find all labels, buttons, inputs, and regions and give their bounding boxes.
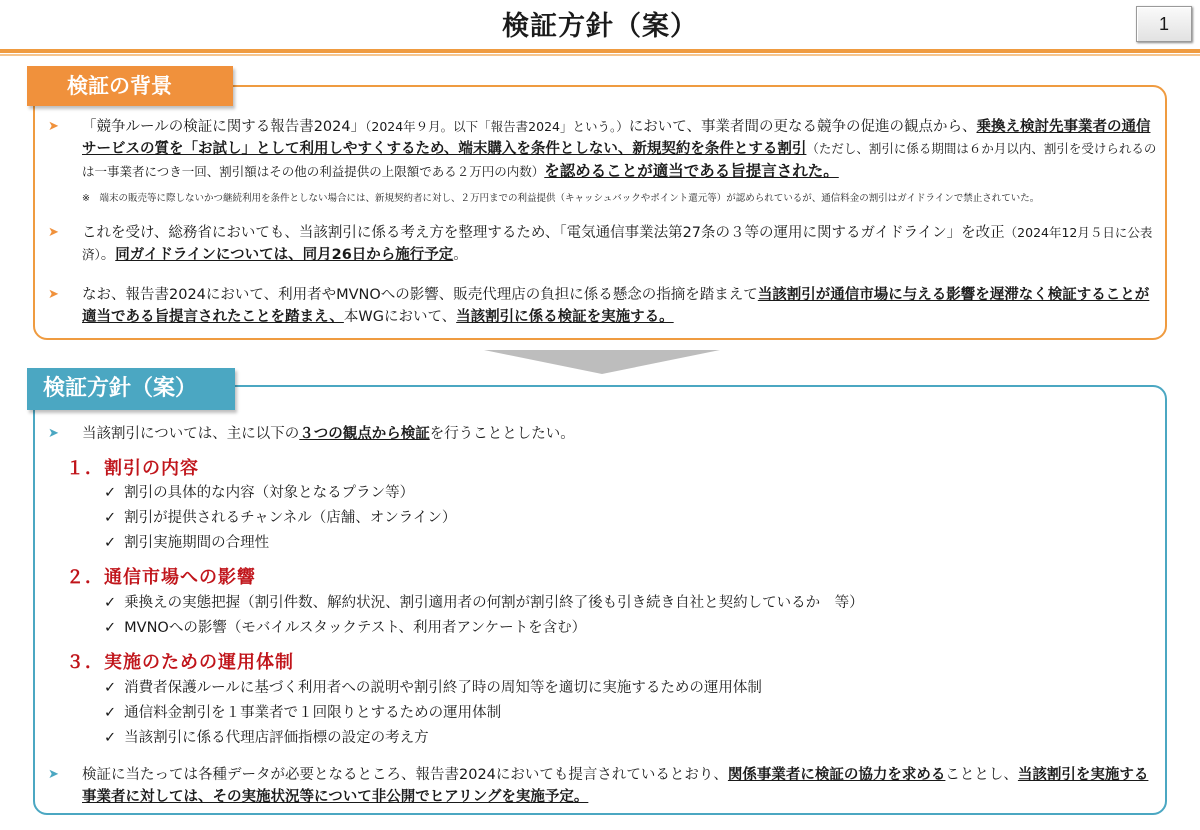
policy-intro	[48, 423, 1158, 445]
checklist-item	[104, 592, 864, 614]
emphasis-text: を認めることが適当である旨提言された。	[544, 162, 839, 180]
check-icon: ✓	[104, 620, 117, 636]
policy-closing	[48, 764, 1158, 808]
checklist-item	[104, 727, 429, 749]
bullet-text	[48, 423, 1158, 445]
check-icon: ✓	[104, 485, 117, 501]
text-segment: （ただし、割引に係る期間は６か月以内、割引を受けられるのは一事業者につき一回、割引額はその他の利益提供の上限額である２万円の内数）	[82, 141, 1157, 179]
text-segment: （2024年12月５日に公表済）	[82, 225, 1153, 262]
checklist-item	[104, 507, 456, 529]
text-segment: において、事業者間の更なる競争の促進の観点から、	[628, 119, 977, 135]
arrow-bullet-icon: ➤	[48, 426, 59, 441]
check-icon: ✓	[104, 680, 117, 696]
check-icon: ✓	[104, 730, 117, 746]
checklist-text: 乗換えの実態把握（割引件数、解約状況、割引適用者の何割が割引終了後も引き続き自社と契約しているか 等）	[124, 595, 864, 611]
text-segment: 本WGにおいて、	[343, 309, 457, 325]
text-segment: 。	[453, 247, 468, 263]
bullet-text	[48, 284, 1158, 328]
text-segment: これを受け、総務省においても、当該割引に係る考え方を整理するため、「電気通信事業法第27条の３等の運用に関するガイドライン」を改正	[82, 225, 1005, 241]
background-bullet-3	[48, 284, 1158, 328]
viewpoint-heading-2: ２．通信市場への影響	[66, 567, 256, 588]
background-note: ※ 端末の販売等に際しないかつ継続利用を条件としない場合には、新規契約者に対し、２万円までの利益提供（キャッシュバックやポイント還元等）が認められているが、通信料金の割引はガイドラインで禁止されていた。	[82, 193, 1040, 204]
checklist-text: 通信料金割引を１事業者で１回限りとするための運用体制	[124, 705, 502, 721]
arrow-bullet-icon: ➤	[48, 225, 59, 240]
emphasis-text: ３つの観点から検証	[299, 426, 430, 442]
text-segment: 検証に当たっては各種データが必要となるところ、報告書2024においても提言されているとおり、	[82, 767, 728, 783]
arrow-bullet-icon: ➤	[48, 767, 59, 782]
text-segment: を行うこととしたい。	[429, 426, 575, 442]
text-segment: 。	[100, 247, 116, 263]
viewpoint-heading-3: ３．実施のための運用体制	[66, 652, 294, 673]
text-segment: こととし、	[945, 767, 1018, 783]
checklist-item	[104, 702, 501, 724]
check-icon: ✓	[104, 535, 117, 551]
background-section-label: 検証の背景	[27, 66, 233, 106]
checklist-item	[104, 677, 762, 699]
viewpoint-heading-1: １．割引の内容	[66, 458, 199, 479]
text-segment: （2024年９月。以下「報告書2024」という。）	[365, 119, 629, 134]
checklist-text: MVNOへの影響（モバイルスタックテスト、利用者アンケートを含む）	[124, 620, 587, 636]
bullet-text	[48, 764, 1158, 808]
text-segment: 当該割引については、主に以下の	[82, 426, 300, 442]
emphasis-text: 関係事業者に検証の協力を求める	[727, 767, 946, 783]
checklist-item	[104, 482, 414, 504]
check-icon: ✓	[104, 510, 117, 526]
title-divider-light	[0, 54, 1200, 56]
down-arrow-icon	[484, 350, 720, 374]
checklist-text: 割引実施期間の合理性	[124, 535, 270, 551]
page-number: 1	[1136, 6, 1192, 42]
bullet-text	[48, 116, 1158, 183]
checklist-text: 当該割引に係る代理店評価指標の設定の考え方	[124, 730, 429, 746]
background-bullet-1	[48, 116, 1158, 183]
background-bullet-2	[48, 222, 1158, 266]
emphasis-text: 当該割引を実施する事業者に対しては、その実施状況等について非公開でヒアリングを実施予定。	[82, 767, 1149, 805]
emphasis-text: 当該割引に係る検証を実施する。	[456, 309, 674, 325]
policy-section-label: 検証方針（案）	[27, 368, 235, 410]
checklist-text: 割引の具体的な内容（対象となるプラン等）	[124, 485, 415, 501]
bullet-text	[48, 222, 1158, 266]
checklist-item	[104, 532, 269, 554]
checklist-text: 消費者保護ルールに基づく利用者への説明や割引終了時の周知等を適切に実施するための運用体制	[124, 680, 762, 696]
emphasis-text: 乗換え検討先事業者の通信サービスの質を「お試し」として利用しやすくするため、端末購入を条件としない、新規契約を条件とする割引	[82, 119, 1151, 157]
text-segment: なお、報告書2024において、利用者やMVNOへの影響、販売代理店の負担に係る懸念の指摘を踏まえて	[82, 287, 758, 303]
check-icon: ✓	[104, 595, 117, 611]
text-segment: 「競争ルールの検証に関する報告書2024」	[82, 119, 366, 135]
emphasis-text: 当該割引が通信市場に与える影響を遅滞なく検証することが適当である旨提言されたことを踏まえ、	[82, 287, 1150, 325]
checklist-text: 割引が提供されるチャンネル（店舗、オンライン）	[124, 510, 457, 526]
check-icon: ✓	[104, 705, 117, 721]
checklist-item	[104, 617, 586, 639]
arrow-bullet-icon: ➤	[48, 119, 59, 134]
title-divider	[0, 49, 1200, 53]
arrow-bullet-icon: ➤	[48, 287, 59, 302]
emphasis-text: 同ガイドラインについては、同月26日から施行予定	[115, 247, 454, 263]
page-title: 検証方針（案）	[502, 11, 698, 42]
